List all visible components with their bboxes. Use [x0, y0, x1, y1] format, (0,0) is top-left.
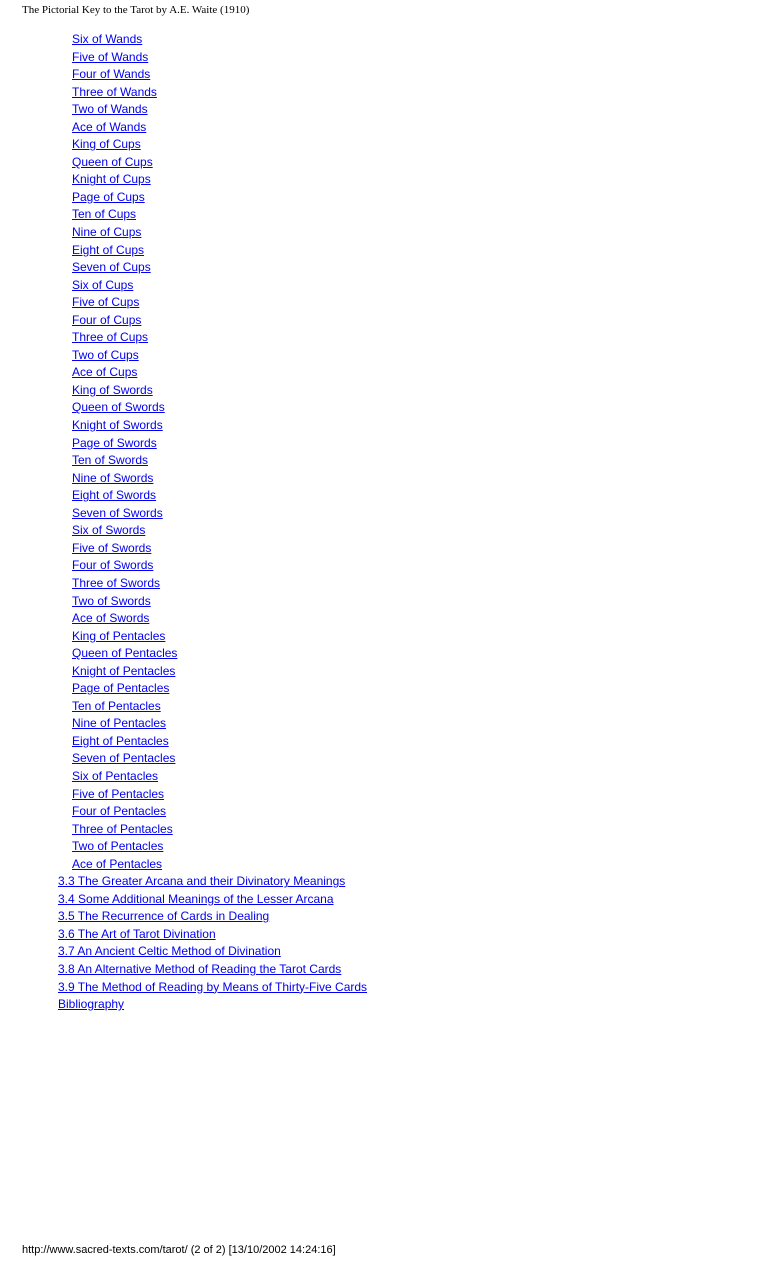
toc-link-3-9-the-method-of-reading-by-means-of-thirty-five-cards[interactable]: 3.9 The Method of Reading by Means of Thirty-Five Cards — [58, 979, 368, 994]
toc-item-card — [0, 258, 367, 276]
toc-link-two-of-pentacles[interactable]: Two of Pentacles — [72, 839, 164, 854]
toc-link-two-of-wands[interactable]: Two of Wands — [72, 102, 148, 117]
toc-link-six-of-wands[interactable]: Six of Wands — [72, 32, 143, 46]
toc-link-3-5-the-recurrence-of-cards-in-dealing[interactable]: 3.5 The Recurrence of Cards in Dealing — [58, 909, 270, 924]
toc-item-section — [0, 890, 367, 908]
toc-item-card — [0, 767, 367, 785]
toc-item-card — [0, 30, 367, 48]
toc-link-knight-of-cups[interactable]: Knight of Cups — [72, 172, 151, 187]
toc-item-card — [0, 504, 367, 522]
toc-link-ten-of-swords[interactable]: Ten of Swords — [72, 453, 149, 468]
toc-link-three-of-pentacles[interactable]: Three of Pentacles — [72, 821, 173, 836]
toc-link-3-8-an-alternative-method-of-reading-the-tarot-cards[interactable]: 3.8 An Alternative Method of Reading the Tarot Cards — [58, 961, 342, 976]
toc-link-knight-of-pentacles[interactable]: Knight of Pentacles — [72, 663, 176, 678]
toc-item-section — [0, 872, 367, 890]
toc-link-king-of-swords[interactable]: King of Swords — [72, 382, 153, 397]
toc-item-card — [0, 574, 367, 592]
toc-item-card — [0, 539, 367, 557]
toc-item-card — [0, 205, 367, 223]
toc-link-3-3-the-greater-arcana-and-their-divinatory-meanings[interactable]: 3.3 The Greater Arcana and their Divinatory Meanings — [58, 874, 346, 889]
toc-link-six-of-pentacles[interactable]: Six of Pentacles — [72, 768, 159, 783]
toc-link-ace-of-wands[interactable]: Ace of Wands — [72, 119, 147, 134]
toc-item-card — [0, 65, 367, 83]
toc-link-five-of-swords[interactable]: Five of Swords — [72, 540, 152, 555]
toc-link-bibliography[interactable]: Bibliography — [58, 997, 125, 1012]
toc-link-nine-of-pentacles[interactable]: Nine of Pentacles — [72, 716, 167, 731]
toc-item-card — [0, 398, 367, 416]
page-header-title: The Pictorial Key to the Tarot by A.E. Waite (1910) — [22, 4, 250, 16]
toc-item-section — [0, 925, 367, 943]
toc-link-three-of-swords[interactable]: Three of Swords — [72, 575, 161, 590]
toc-link-two-of-swords[interactable]: Two of Swords — [72, 593, 151, 608]
toc-item-card — [0, 381, 367, 399]
toc-item-card — [0, 311, 367, 329]
table-of-contents — [0, 30, 367, 1013]
toc-link-king-of-cups[interactable]: King of Cups — [72, 137, 141, 152]
toc-link-page-of-swords[interactable]: Page of Swords — [72, 435, 157, 450]
toc-item-card — [0, 100, 367, 118]
toc-link-three-of-cups[interactable]: Three of Cups — [72, 330, 149, 345]
toc-link-six-of-swords[interactable]: Six of Swords — [72, 523, 146, 538]
toc-link-king-of-pentacles[interactable]: King of Pentacles — [72, 628, 166, 643]
toc-item-card — [0, 732, 367, 750]
toc-link-four-of-swords[interactable]: Four of Swords — [72, 558, 154, 573]
toc-item-card — [0, 855, 367, 873]
toc-link-seven-of-swords[interactable]: Seven of Swords — [72, 505, 163, 520]
toc-item-card — [0, 627, 367, 645]
toc-link-queen-of-swords[interactable]: Queen of Swords — [72, 400, 165, 415]
toc-item-card — [0, 469, 367, 487]
toc-item-card — [0, 644, 367, 662]
toc-item-card — [0, 609, 367, 627]
toc-link-3-6-the-art-of-tarot-divination[interactable]: 3.6 The Art of Tarot Divination — [58, 926, 216, 941]
toc-item-card — [0, 802, 367, 820]
toc-link-page-of-cups[interactable]: Page of Cups — [72, 189, 145, 204]
toc-link-five-of-wands[interactable]: Five of Wands — [72, 49, 149, 64]
toc-link-ten-of-cups[interactable]: Ten of Cups — [72, 207, 137, 222]
toc-link-3-4-some-additional-meanings-of-the-lesser-arcana[interactable]: 3.4 Some Additional Meanings of the Lesser Arcana — [58, 891, 334, 906]
toc-link-seven-of-pentacles[interactable]: Seven of Pentacles — [72, 751, 176, 766]
toc-item-card — [0, 153, 367, 171]
toc-link-knight-of-swords[interactable]: Knight of Swords — [72, 418, 163, 433]
toc-link-five-of-cups[interactable]: Five of Cups — [72, 295, 140, 310]
toc-item-section — [0, 978, 367, 996]
toc-item-card — [0, 486, 367, 504]
toc-item-card — [0, 416, 367, 434]
toc-link-five-of-pentacles[interactable]: Five of Pentacles — [72, 786, 165, 801]
toc-link-page-of-pentacles[interactable]: Page of Pentacles — [72, 681, 170, 696]
toc-item-card — [0, 276, 367, 294]
toc-link-four-of-cups[interactable]: Four of Cups — [72, 312, 142, 327]
toc-item-section — [0, 960, 367, 978]
toc-link-four-of-wands[interactable]: Four of Wands — [72, 67, 151, 82]
toc-item-card — [0, 363, 367, 381]
toc-item-card — [0, 241, 367, 259]
toc-item-card — [0, 170, 367, 188]
toc-item-section — [0, 995, 367, 1013]
toc-link-three-of-wands[interactable]: Three of Wands — [72, 84, 157, 99]
toc-link-seven-of-cups[interactable]: Seven of Cups — [72, 260, 151, 275]
toc-item-card — [0, 83, 367, 101]
toc-link-ace-of-pentacles[interactable]: Ace of Pentacles — [72, 856, 163, 871]
toc-link-four-of-pentacles[interactable]: Four of Pentacles — [72, 804, 167, 819]
toc-item-card — [0, 48, 367, 66]
toc-link-3-7-an-ancient-celtic-method-of-divination[interactable]: 3.7 An Ancient Celtic Method of Divination — [58, 944, 281, 959]
toc-link-six-of-cups[interactable]: Six of Cups — [72, 277, 134, 292]
toc-item-card — [0, 749, 367, 767]
toc-item-card — [0, 556, 367, 574]
toc-item-card — [0, 521, 367, 539]
toc-item-card — [0, 714, 367, 732]
toc-link-two-of-cups[interactable]: Two of Cups — [72, 347, 139, 362]
toc-item-section — [0, 942, 367, 960]
toc-link-ace-of-cups[interactable]: Ace of Cups — [72, 365, 138, 380]
toc-item-card — [0, 820, 367, 838]
toc-item-card — [0, 697, 367, 715]
toc-link-queen-of-pentacles[interactable]: Queen of Pentacles — [72, 646, 178, 661]
toc-item-card — [0, 592, 367, 610]
toc-item-card — [0, 223, 367, 241]
toc-item-card — [0, 785, 367, 803]
toc-item-card — [0, 434, 367, 452]
toc-link-eight-of-pentacles[interactable]: Eight of Pentacles — [72, 733, 169, 748]
toc-link-eight-of-cups[interactable]: Eight of Cups — [72, 242, 145, 257]
toc-item-section — [0, 907, 367, 925]
toc-item-card — [0, 837, 367, 855]
toc-item-card — [0, 328, 367, 346]
toc-link-nine-of-swords[interactable]: Nine of Swords — [72, 470, 154, 485]
toc-item-card — [0, 662, 367, 680]
toc-link-ten-of-pentacles[interactable]: Ten of Pentacles — [72, 698, 161, 713]
toc-item-card — [0, 451, 367, 469]
toc-item-card — [0, 293, 367, 311]
toc-link-ace-of-swords[interactable]: Ace of Swords — [72, 611, 150, 626]
toc-item-card — [0, 135, 367, 153]
toc-link-queen-of-cups[interactable]: Queen of Cups — [72, 154, 153, 169]
toc-item-card — [0, 188, 367, 206]
toc-item-card — [0, 118, 367, 136]
toc-item-card — [0, 679, 367, 697]
toc-link-nine-of-cups[interactable]: Nine of Cups — [72, 225, 142, 240]
toc-item-card — [0, 346, 367, 364]
page-footer-url: http://www.sacred-texts.com/tarot/ (2 of 2) [13/10/2002 14:24:16] — [22, 1244, 336, 1256]
toc-link-eight-of-swords[interactable]: Eight of Swords — [72, 488, 157, 503]
